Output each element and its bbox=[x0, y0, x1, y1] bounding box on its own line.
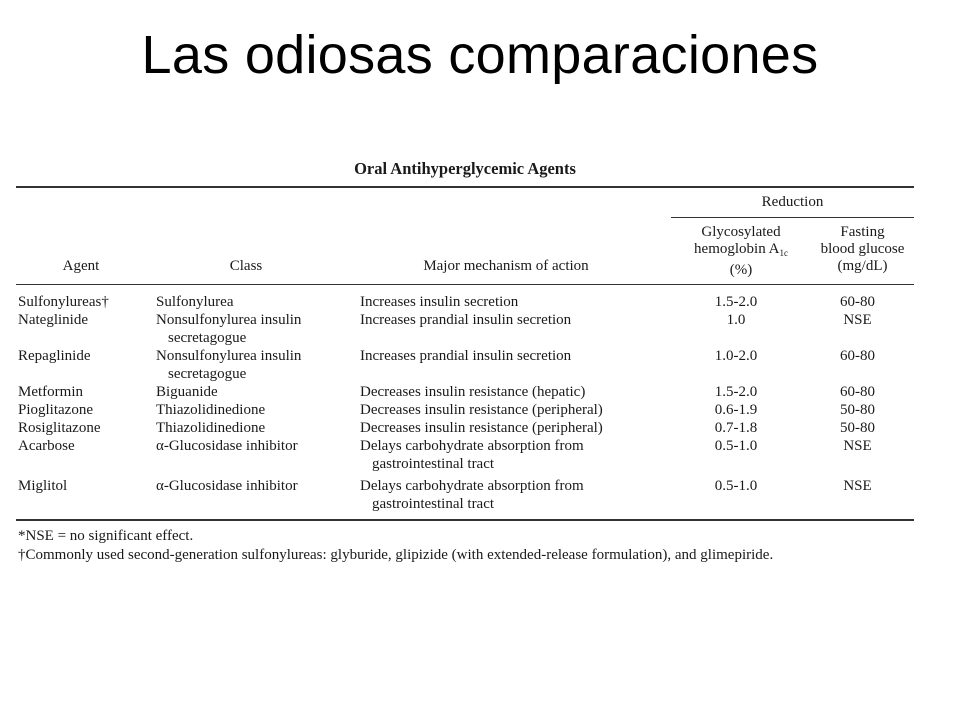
header-fasting-glucose: Fasting blood glucose (mg/dL) bbox=[820, 224, 905, 274]
header-class: Class bbox=[229, 258, 263, 274]
cell-hba1c: 0.6-1.9 bbox=[714, 402, 758, 418]
cell-mechanism: Delays carbohydrate absorption from gastrointestinal tract bbox=[360, 478, 584, 512]
cell-fasting: 50-80 bbox=[840, 402, 875, 418]
table-body bbox=[16, 285, 914, 519]
cell-fasting: 50-80 bbox=[840, 420, 875, 436]
table-footnotes bbox=[16, 521, 914, 565]
cell-agent: Acarbose bbox=[18, 438, 75, 454]
cell-hba1c: 0.5-1.0 bbox=[714, 438, 758, 454]
cell-class: Thiazolidinedione bbox=[156, 420, 266, 436]
cell-class: Nonsulfonylurea insulin secretagogue bbox=[156, 312, 302, 346]
table-row bbox=[16, 347, 914, 383]
cell-mechanism: Delays carbohydrate absorption from gastrointestinal tract bbox=[360, 438, 584, 472]
table-row bbox=[16, 477, 914, 513]
cell-class: α-Glucosidase inhibitor bbox=[156, 478, 298, 494]
cell-agent: Metformin bbox=[18, 384, 83, 400]
cell-hba1c: 1.5-2.0 bbox=[714, 294, 758, 310]
table-header bbox=[16, 188, 914, 284]
table-row bbox=[16, 437, 914, 473]
cell-hba1c: 1.0 bbox=[726, 312, 746, 328]
cell-mechanism: Decreases insulin resistance (hepatic) bbox=[360, 384, 586, 400]
reduction-rule bbox=[671, 217, 914, 218]
footnote-nse: *NSE = no significant effect. bbox=[18, 528, 194, 544]
cell-class: Nonsulfonylurea insulin secretagogue bbox=[156, 348, 302, 382]
cell-hba1c: 0.5-1.0 bbox=[714, 478, 758, 494]
table-row bbox=[16, 401, 914, 419]
header-mechanism: Major mechanism of action bbox=[423, 258, 589, 274]
drug-table bbox=[16, 158, 914, 565]
cell-fasting: NSE bbox=[843, 438, 872, 454]
cell-mechanism: Increases prandial insulin secretion bbox=[360, 348, 572, 364]
footnote-sulfonylureas: †Commonly used second-generation sulfonylureas: glyburide, glipizide (with extended-release formulation), and glimepiride. bbox=[18, 547, 774, 563]
table-row bbox=[16, 293, 914, 311]
table-row bbox=[16, 311, 914, 347]
cell-hba1c: 1.5-2.0 bbox=[714, 384, 758, 400]
cell-fasting: 60-80 bbox=[840, 348, 875, 364]
cell-class: Thiazolidinedione bbox=[156, 402, 266, 418]
cell-mechanism: Decreases insulin resistance (peripheral) bbox=[360, 402, 603, 418]
cell-class: Biguanide bbox=[156, 384, 218, 400]
cell-class: α-Glucosidase inhibitor bbox=[156, 438, 298, 454]
cell-fasting: NSE bbox=[843, 312, 872, 328]
cell-agent: Miglitol bbox=[18, 478, 68, 494]
cell-mechanism: Increases prandial insulin secretion bbox=[360, 312, 572, 328]
cell-hba1c: 0.7-1.8 bbox=[714, 420, 758, 436]
table-title: Oral Antihyperglycemic Agents bbox=[354, 159, 576, 178]
cell-fasting: NSE bbox=[843, 478, 872, 494]
cell-class: Sulfonylurea bbox=[156, 294, 234, 310]
cell-agent: Repaglinide bbox=[18, 348, 91, 364]
cell-fasting: 60-80 bbox=[840, 294, 875, 310]
cell-fasting: 60-80 bbox=[840, 384, 875, 400]
reduction-group-header: Reduction bbox=[761, 194, 824, 210]
table-row bbox=[16, 383, 914, 401]
table-row bbox=[16, 419, 914, 437]
cell-agent: Nateglinide bbox=[18, 312, 88, 328]
header-agent: Agent bbox=[62, 258, 100, 274]
cell-agent: Pioglitazone bbox=[18, 402, 93, 418]
slide-title: Las odiosas comparaciones bbox=[141, 25, 819, 85]
cell-agent: Rosiglitazone bbox=[18, 420, 101, 436]
cell-mechanism: Increases insulin secretion bbox=[360, 294, 519, 310]
cell-hba1c: 1.0-2.0 bbox=[714, 348, 758, 364]
header-glycosylated-hemoglobin: Glycosylated hemoglobin $A_{1c}$ (%) bbox=[694, 224, 788, 278]
cell-agent: Sulfonylureas† bbox=[18, 294, 109, 310]
cell-mechanism: Decreases insulin resistance (peripheral) bbox=[360, 420, 603, 436]
